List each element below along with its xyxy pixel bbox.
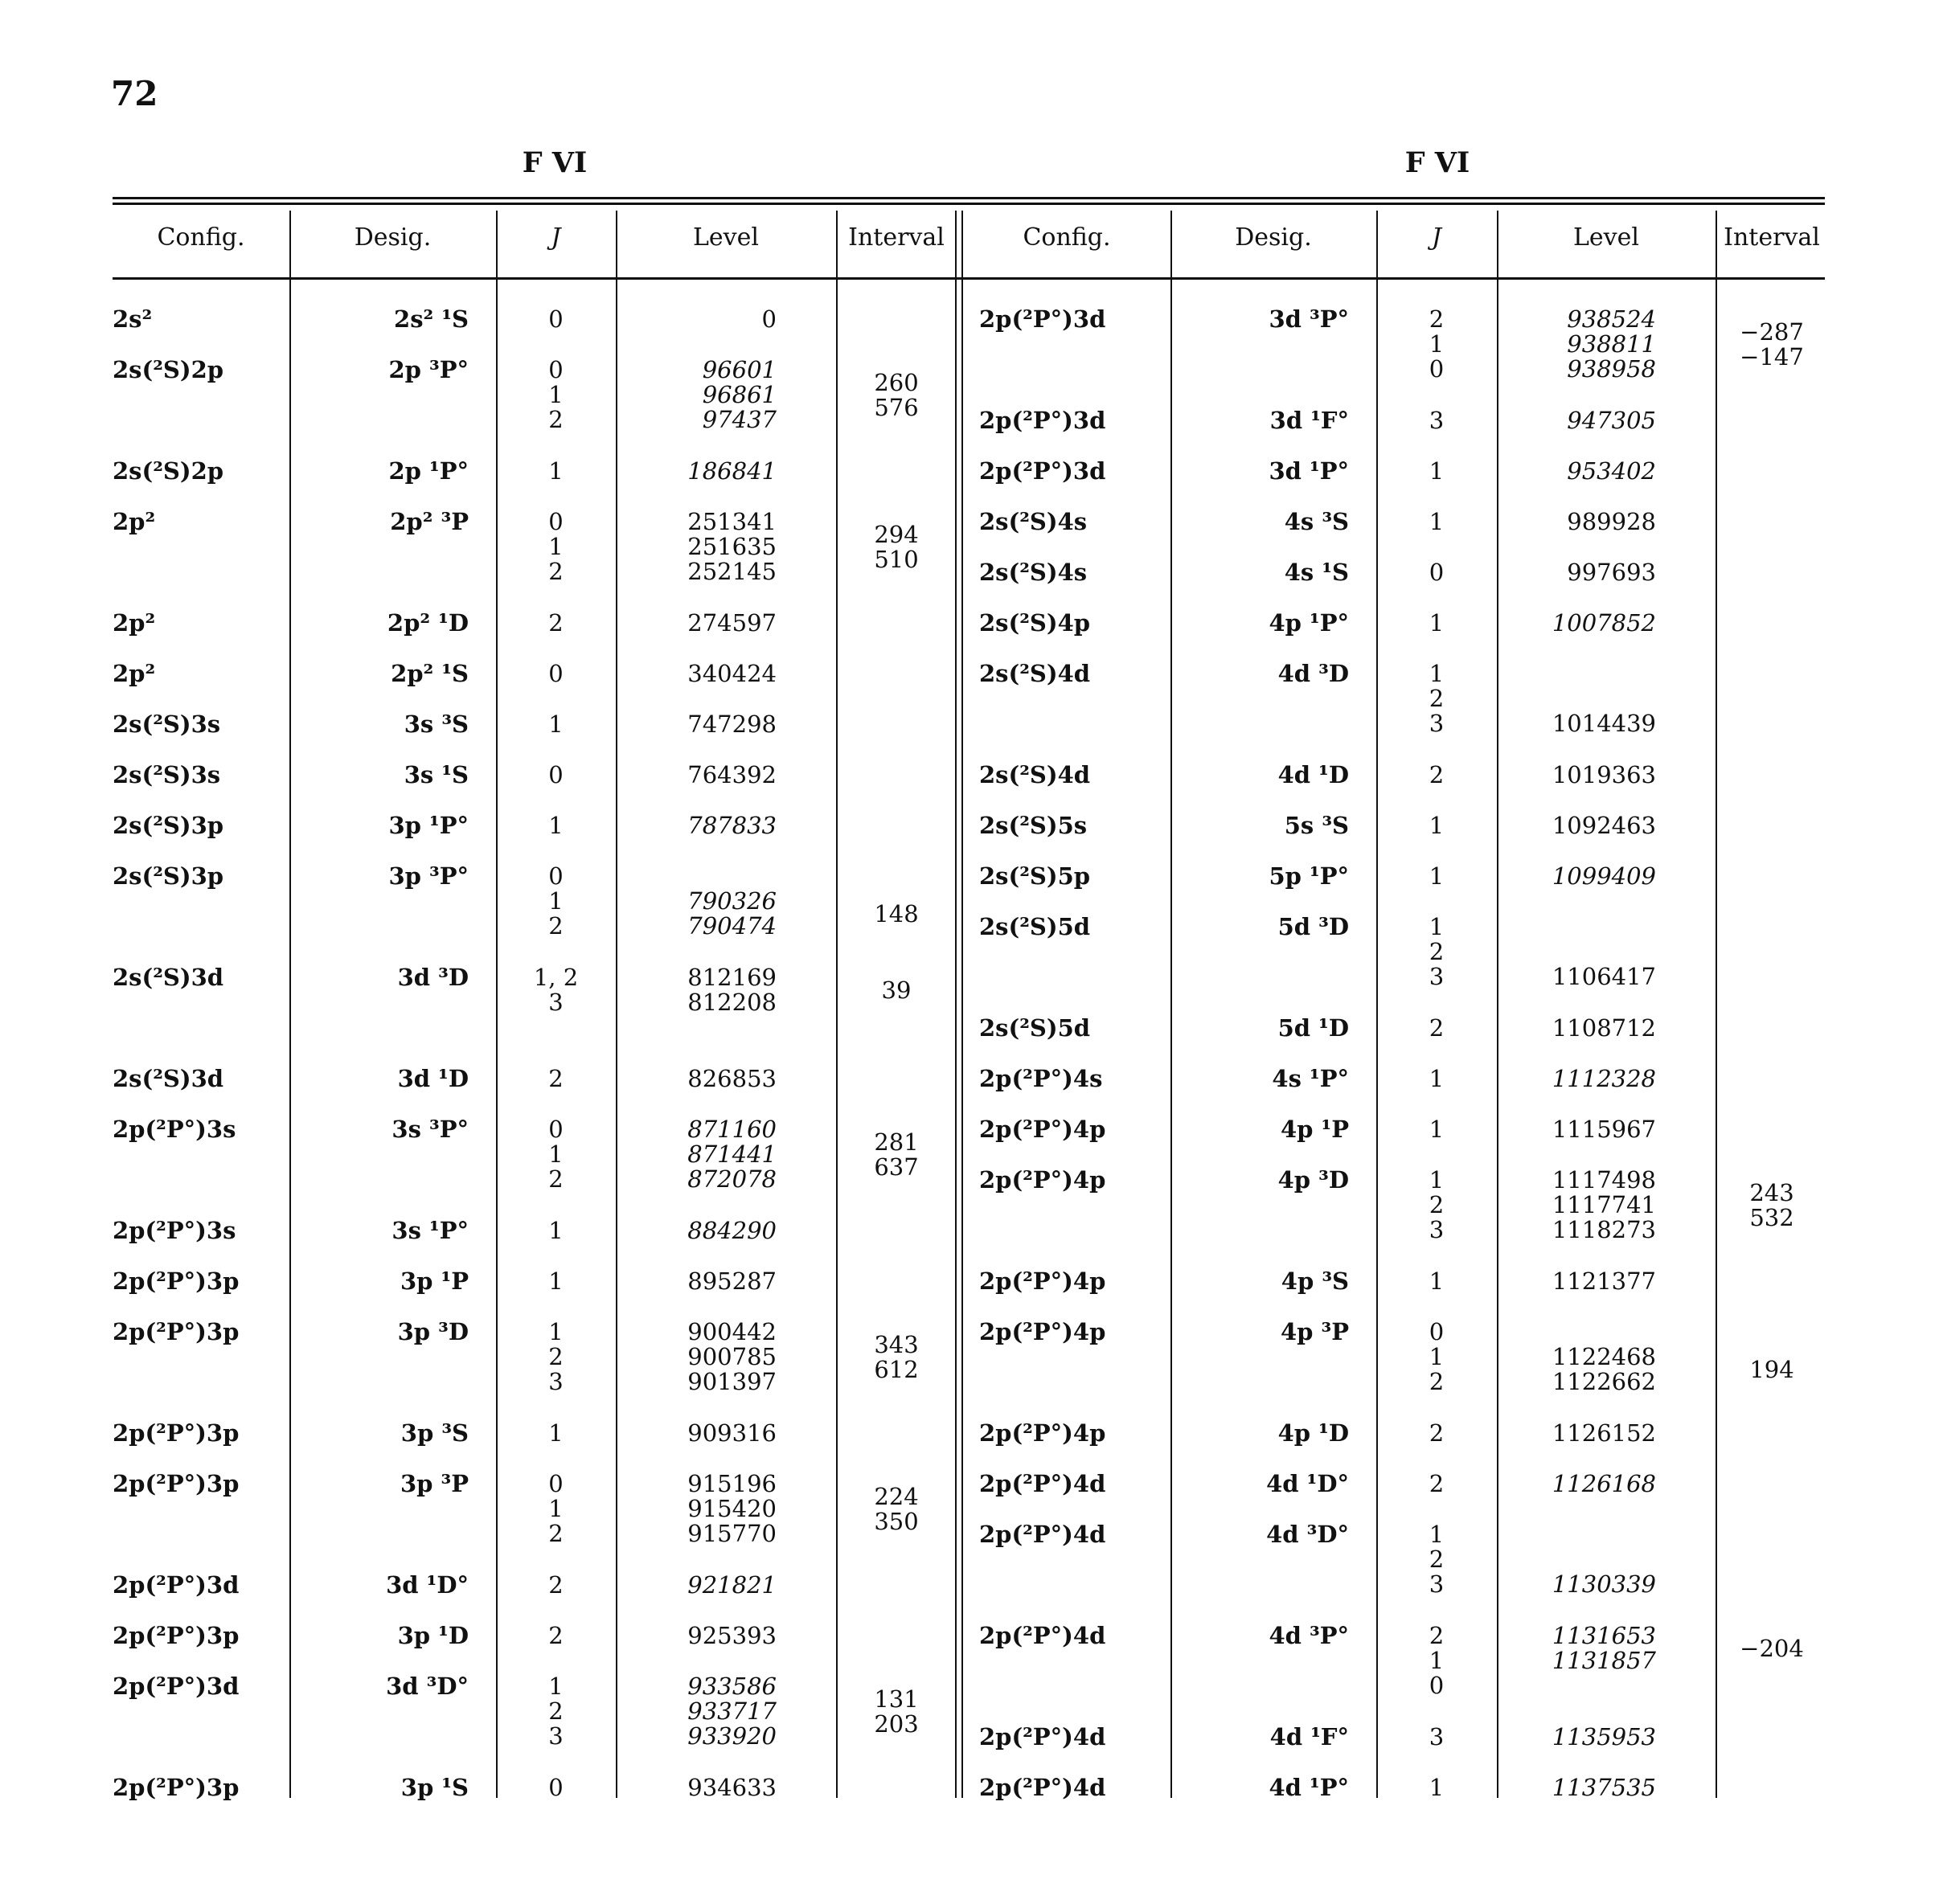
table-row [979,611,1828,661]
interval-cell: 281 637 [874,1128,919,1181]
interval-cell: 243 532 [1749,1179,1794,1231]
config-cell: 2p(²P°)4d [979,1774,1106,1801]
table-row [113,864,957,965]
left-header-desig: Desig. [354,223,432,252]
config-cell: 2s(²S)3p [113,862,224,890]
level-cell: 909316 [687,1419,777,1447]
interval-cell [1716,1269,1828,1320]
config-cell: 2s(²S)2p [113,356,224,383]
level-cell: 1106417 [1552,963,1656,990]
interval-cell [1716,813,1828,864]
level-cell: 1121377 [1552,1267,1656,1295]
designation-cell: 5p ¹P° [1269,862,1349,890]
designation-cell: 3d ³P° [1269,305,1349,333]
config-cell: 2p(²P°)4p [979,1166,1106,1194]
table-row [113,611,957,661]
designation-cell: 2p² ¹S [391,660,469,687]
top-rule [113,197,1825,199]
level-cell: 989928 [1567,508,1656,535]
level-cell: 1131653 1131857 [1552,1622,1656,1674]
left-header-j: J [551,223,561,252]
j-cell: 2 [548,1065,564,1092]
level-cell: 1122468 1122662 [1552,1343,1656,1395]
page-number: 72 [111,74,158,113]
designation-cell: 4p ³S [1281,1267,1349,1295]
table-row [979,1522,1828,1624]
interval-cell [836,1269,957,1320]
table-row [979,1775,1828,1826]
config-cell: 2s² [113,305,153,333]
level-cell: 96601 96861 97437 [702,356,777,433]
interval-cell [1716,1117,1828,1168]
table-row [113,510,957,611]
table-row [979,915,1828,1016]
designation-cell: 4d ³D° [1266,1521,1349,1548]
table-row [979,813,1828,864]
j-cell: 0 [548,305,564,333]
interval-cell [1716,661,1828,763]
designation-cell: 3d ¹F° [1269,407,1349,434]
left-header-interval: Interval [848,223,945,252]
table-row [979,1117,1828,1168]
level-cell: 947305 [1567,407,1656,434]
config-cell: 2p(²P°)4s [979,1065,1103,1092]
j-cell: 2 [548,609,564,637]
designation-cell: 3d ¹D° [386,1571,469,1599]
interval-cell [836,1421,957,1472]
right-header-j: J [1431,223,1442,252]
designation-cell: 4s ¹P° [1272,1065,1349,1092]
j-cell: 1 [1429,1267,1445,1295]
interval-cell [836,459,957,510]
config-cell: 2p(²P°)3p [113,1318,240,1345]
right-table-title: F VI [1404,146,1470,179]
level-cell: 900442 900785 901397 [687,1318,777,1395]
designation-cell: 3s ¹P° [391,1217,469,1244]
designation-cell: 5d ³D [1277,913,1349,940]
designation-cell: 2p² ³P [390,508,469,535]
level-cell: 915196 915420 915770 [687,1470,777,1547]
j-cell: 2 [1429,1419,1445,1447]
interval-cell [1716,763,1828,813]
designation-cell: 3s ¹S [404,761,469,788]
config-cell: 2s(²S)4p [979,609,1091,637]
j-cell: 1 [548,1217,564,1244]
config-cell: 2p(²P°)3d [113,1571,240,1599]
config-cell: 2p² [113,609,156,637]
table-row [979,1269,1828,1320]
interval-cell [1716,611,1828,661]
level-cell: 1007852 [1552,609,1656,637]
level-cell: 1092463 [1552,812,1656,839]
level-cell: 1126168 [1552,1470,1656,1497]
level-cell: 812169 812208 [687,964,777,1016]
table-row [113,1674,957,1775]
level-cell: 251341 251635 252145 [687,508,777,585]
designation-cell: 3p ³P [400,1470,469,1497]
j-cell: 0 1 2 [548,1116,564,1193]
config-cell: 2s(²S)4d [979,761,1091,788]
j-cell: 1 [1429,1116,1445,1143]
config-cell: 2p(²P°)3p [113,1774,240,1801]
config-cell: 2s(²S)3s [113,710,221,738]
designation-cell: 4d ³D [1277,660,1349,687]
config-cell: 2p² [113,508,156,535]
interval-cell [836,1067,957,1117]
level-cell: 1019363 [1552,761,1656,788]
interval-cell [836,712,957,763]
table-row [113,1421,957,1472]
table-row [979,1320,1828,1421]
j-cell: 1 2 3 [548,1673,564,1750]
table-row [979,1067,1828,1117]
config-cell: 2s(²S)3d [113,964,224,991]
right-header-desig: Desig. [1235,223,1312,252]
level-cell: 884290 [687,1217,777,1244]
j-cell: 0 [548,1774,564,1801]
left-level-table [113,307,957,1826]
table-row [113,1775,957,1826]
table-row [113,358,957,459]
j-cell: 1 [1429,862,1445,890]
interval-cell [1716,1522,1828,1624]
config-cell: 2p(²P°)3d [113,1673,240,1700]
j-cell: 1 [548,1267,564,1295]
header-rule [113,277,1825,280]
j-cell: 0 1 2 [548,862,564,940]
level-cell: 895287 [687,1267,777,1295]
interval-cell [1716,510,1828,560]
level-cell: 1014439 [1552,710,1656,737]
level-cell: 787833 [687,812,777,839]
interval-cell [1716,560,1828,611]
j-cell: 1, 2 3 [533,964,579,1016]
interval-cell [1716,1067,1828,1117]
j-cell: 0 [1429,559,1445,586]
table-row [979,1421,1828,1472]
designation-cell: 4s ³S [1284,508,1349,535]
designation-cell: 3p ¹S [400,1774,469,1801]
config-cell: 2p(²P°)3s [113,1217,236,1244]
interval-cell [836,1218,957,1269]
interval-cell: 294 510 [874,521,919,573]
interval-cell [836,763,957,813]
left-header-level: Level [693,223,759,252]
config-cell: 2s(²S)4d [979,660,1091,687]
level-cell: 997693 [1567,559,1656,586]
config-cell: 2p(²P°)3d [979,457,1106,485]
table-row [113,1117,957,1218]
level-cell: 1108712 [1552,1014,1656,1042]
table-row [113,965,957,1067]
j-cell: 0 1 2 [548,356,564,433]
level-cell: 747298 [687,710,777,738]
config-cell: 2p(²P°)3p [113,1267,240,1295]
level-cell: 1135953 [1552,1723,1656,1750]
designation-cell: 3p ³P° [388,862,469,890]
right-header-level: Level [1573,223,1639,252]
config-cell: 2p(²P°)4p [979,1267,1106,1295]
j-cell: 3 [1429,1723,1445,1750]
level-cell: 186841 [687,457,777,485]
config-cell: 2s(²S)3p [113,812,224,839]
top-rule-2 [113,203,1825,205]
j-cell: 1 [1429,609,1445,637]
table-row [113,813,957,864]
designation-cell: 3d ¹P° [1269,457,1349,485]
config-cell: 2s(²S)5d [979,1014,1091,1042]
interval-cell: −287 −147 [1740,318,1804,371]
level-cell: 340424 [687,660,777,687]
level-cell: 1112328 [1552,1065,1656,1092]
interval-cell: 39 [881,977,912,1004]
j-cell: 1 [1429,812,1445,839]
config-cell: 2p(²P°)3p [113,1419,240,1447]
interval-cell [836,1624,957,1674]
j-cell: 1 2 3 [1429,913,1445,990]
j-cell: 0 [548,761,564,788]
j-cell: 0 1 2 [548,1470,564,1547]
interval-cell [836,1573,957,1624]
table-row [113,1573,957,1624]
j-cell: 0 1 2 [1429,1318,1445,1395]
table-row [979,661,1828,763]
j-cell: 2 1 0 [1429,305,1445,383]
designation-cell: 5s ³S [1284,812,1349,839]
designation-cell: 4p ³D [1277,1166,1349,1194]
j-cell: 1 [1429,1774,1445,1801]
table-row [979,1725,1828,1775]
interval-cell [836,813,957,864]
interval-cell: 224 350 [874,1483,919,1535]
j-cell: 1 [548,1419,564,1447]
table-row [113,1218,957,1269]
designation-cell: 3d ¹D [397,1065,469,1092]
table-row [113,1067,957,1117]
table-row [979,1624,1828,1725]
table-row [979,307,1828,408]
designation-cell: 3p ¹D [397,1622,469,1649]
level-cell: 1130339 [1552,1570,1656,1598]
designation-cell: 4d ¹F° [1269,1723,1349,1750]
config-cell: 2p(²P°)3d [979,305,1106,333]
table-row [113,307,957,358]
j-cell: 1 [1429,1065,1445,1092]
config-cell: 2p(²P°)4p [979,1419,1106,1447]
config-cell: 2p(²P°)4d [979,1622,1106,1649]
level-cell: 1115967 [1552,1116,1656,1143]
designation-cell: 4d ¹D [1277,761,1349,788]
j-cell: 2 [548,1622,564,1649]
designation-cell: 5d ¹D [1277,1014,1349,1042]
level-cell: 274597 [687,609,777,637]
table-row [113,1624,957,1674]
interval-cell [1716,459,1828,510]
designation-cell: 3p ³S [400,1419,469,1447]
table-row [979,1168,1828,1269]
j-cell: 1 [548,710,564,738]
interval-cell [1716,1775,1828,1826]
j-cell: 2 [548,1571,564,1599]
j-cell: 1 2 3 [548,1318,564,1395]
designation-cell: 3s ³P° [391,1116,469,1143]
interval-cell [836,661,957,712]
left-table-title: F VI [522,146,588,179]
level-cell: 933586 933717 933920 [687,1673,777,1750]
table-row [113,1269,957,1320]
interval-cell: 148 [874,900,919,927]
interval-cell: 343 612 [874,1331,919,1383]
j-cell: 3 [1429,407,1445,434]
table-row [113,1320,957,1421]
level-cell: 826853 [687,1065,777,1092]
designation-cell: 4p ¹D [1277,1419,1349,1447]
table-row [113,763,957,813]
right-level-table [979,307,1828,1826]
config-cell: 2p(²P°)3s [113,1116,236,1143]
config-cell: 2s(²S)2p [113,457,224,485]
config-cell: 2s(²S)4s [979,508,1088,535]
designation-cell: 4d ³P° [1269,1622,1349,1649]
config-cell: 2s(²S)3s [113,761,221,788]
designation-cell: 3s ³S [404,710,469,738]
designation-cell: 3p ¹P [400,1267,469,1295]
j-cell: 1 [1429,457,1445,485]
interval-cell [1716,915,1828,1016]
level-cell: 925393 [687,1622,777,1649]
table-row [979,459,1828,510]
designation-cell: 2p ³P° [388,356,469,383]
designation-cell: 2p² ¹D [387,609,469,637]
level-cell: 1117498 1117741 1118273 [1552,1166,1656,1243]
interval-cell [836,1775,957,1826]
level-cell: 0 [761,305,777,333]
table-row [979,408,1828,459]
interval-cell [1716,1472,1828,1522]
table-row [979,864,1828,915]
designation-cell: 3d ³D° [386,1673,469,1700]
config-cell: 2p(²P°)3d [979,407,1106,434]
interval-cell [836,611,957,661]
table-row [113,459,957,510]
config-cell: 2s(²S)3d [113,1065,224,1092]
interval-cell: 131 203 [874,1685,919,1738]
level-cell: 1099409 [1552,862,1656,890]
designation-cell: 2s² ¹S [394,305,469,333]
level-cell: 871160 871441 872078 [687,1116,777,1193]
interval-cell [836,307,957,358]
designation-cell: 4d ¹P° [1269,1774,1349,1801]
designation-cell: 4d ¹D° [1266,1470,1349,1497]
designation-cell: 2p ¹P° [388,457,469,485]
level-cell: 934633 [687,1774,777,1801]
table-row [113,1472,957,1573]
interval-cell: −204 [1740,1635,1804,1662]
j-cell: 2 [1429,761,1445,788]
level-cell: 1137535 [1552,1774,1656,1801]
designation-cell: 3p ¹P° [388,812,469,839]
interval-cell [1716,1016,1828,1067]
j-cell: 1 [548,457,564,485]
config-cell: 2s(²S)4s [979,559,1088,586]
config-cell: 2p(²P°)3p [113,1622,240,1649]
j-cell: 0 1 2 [548,508,564,585]
j-cell: 2 [1429,1470,1445,1497]
interval-cell [1716,408,1828,459]
j-cell: 1 2 3 [1429,1166,1445,1243]
table-row [979,560,1828,611]
right-header-config: Config. [1023,223,1111,252]
config-cell: 2p(²P°)3p [113,1470,240,1497]
config-cell: 2p(²P°)4p [979,1318,1106,1345]
level-cell: 938524 938811 938958 [1567,305,1656,383]
level-cell: 764392 [687,761,777,788]
designation-cell: 4s ¹S [1284,559,1349,586]
divider-rule [961,211,963,1798]
designation-cell: 4p ¹P [1280,1116,1349,1143]
interval-cell [1716,1725,1828,1775]
designation-cell: 4p ¹P° [1269,609,1349,637]
right-header-interval: Interval [1724,223,1820,252]
table-row [113,712,957,763]
designation-cell: 3p ³D [397,1318,469,1345]
level-cell: 953402 [1567,457,1656,485]
table-row [113,661,957,712]
j-cell: 0 [548,660,564,687]
level-cell: 921821 [687,1571,777,1599]
j-cell: 1 2 3 [1429,1521,1445,1598]
j-cell: 1 [1429,508,1445,535]
config-cell: 2s(²S)5s [979,812,1088,839]
table-row [979,1016,1828,1067]
left-header-config: Config. [157,223,245,252]
designation-cell: 3d ³D [397,964,469,991]
config-cell: 2p² [113,660,156,687]
config-cell: 2p(²P°)4d [979,1470,1106,1497]
config-cell: 2p(²P°)4d [979,1723,1106,1750]
interval-cell [1716,1421,1828,1472]
config-cell: 2s(²S)5d [979,913,1091,940]
j-cell: 1 [548,812,564,839]
config-cell: 2s(²S)5p [979,862,1091,890]
designation-cell: 4p ³P [1280,1318,1349,1345]
j-cell: 1 2 3 [1429,660,1445,737]
interval-cell: 194 [1749,1356,1794,1383]
interval-cell [1716,864,1828,915]
j-cell: 2 1 0 [1429,1622,1445,1699]
table-row [979,510,1828,560]
table-row [979,1472,1828,1522]
config-cell: 2p(²P°)4d [979,1521,1106,1548]
level-cell: 1126152 [1552,1419,1656,1447]
j-cell: 2 [1429,1014,1445,1042]
config-cell: 2p(²P°)4p [979,1116,1106,1143]
level-cell: 790326 790474 [687,887,777,940]
table-row [979,763,1828,813]
interval-cell: 260 576 [874,369,919,421]
